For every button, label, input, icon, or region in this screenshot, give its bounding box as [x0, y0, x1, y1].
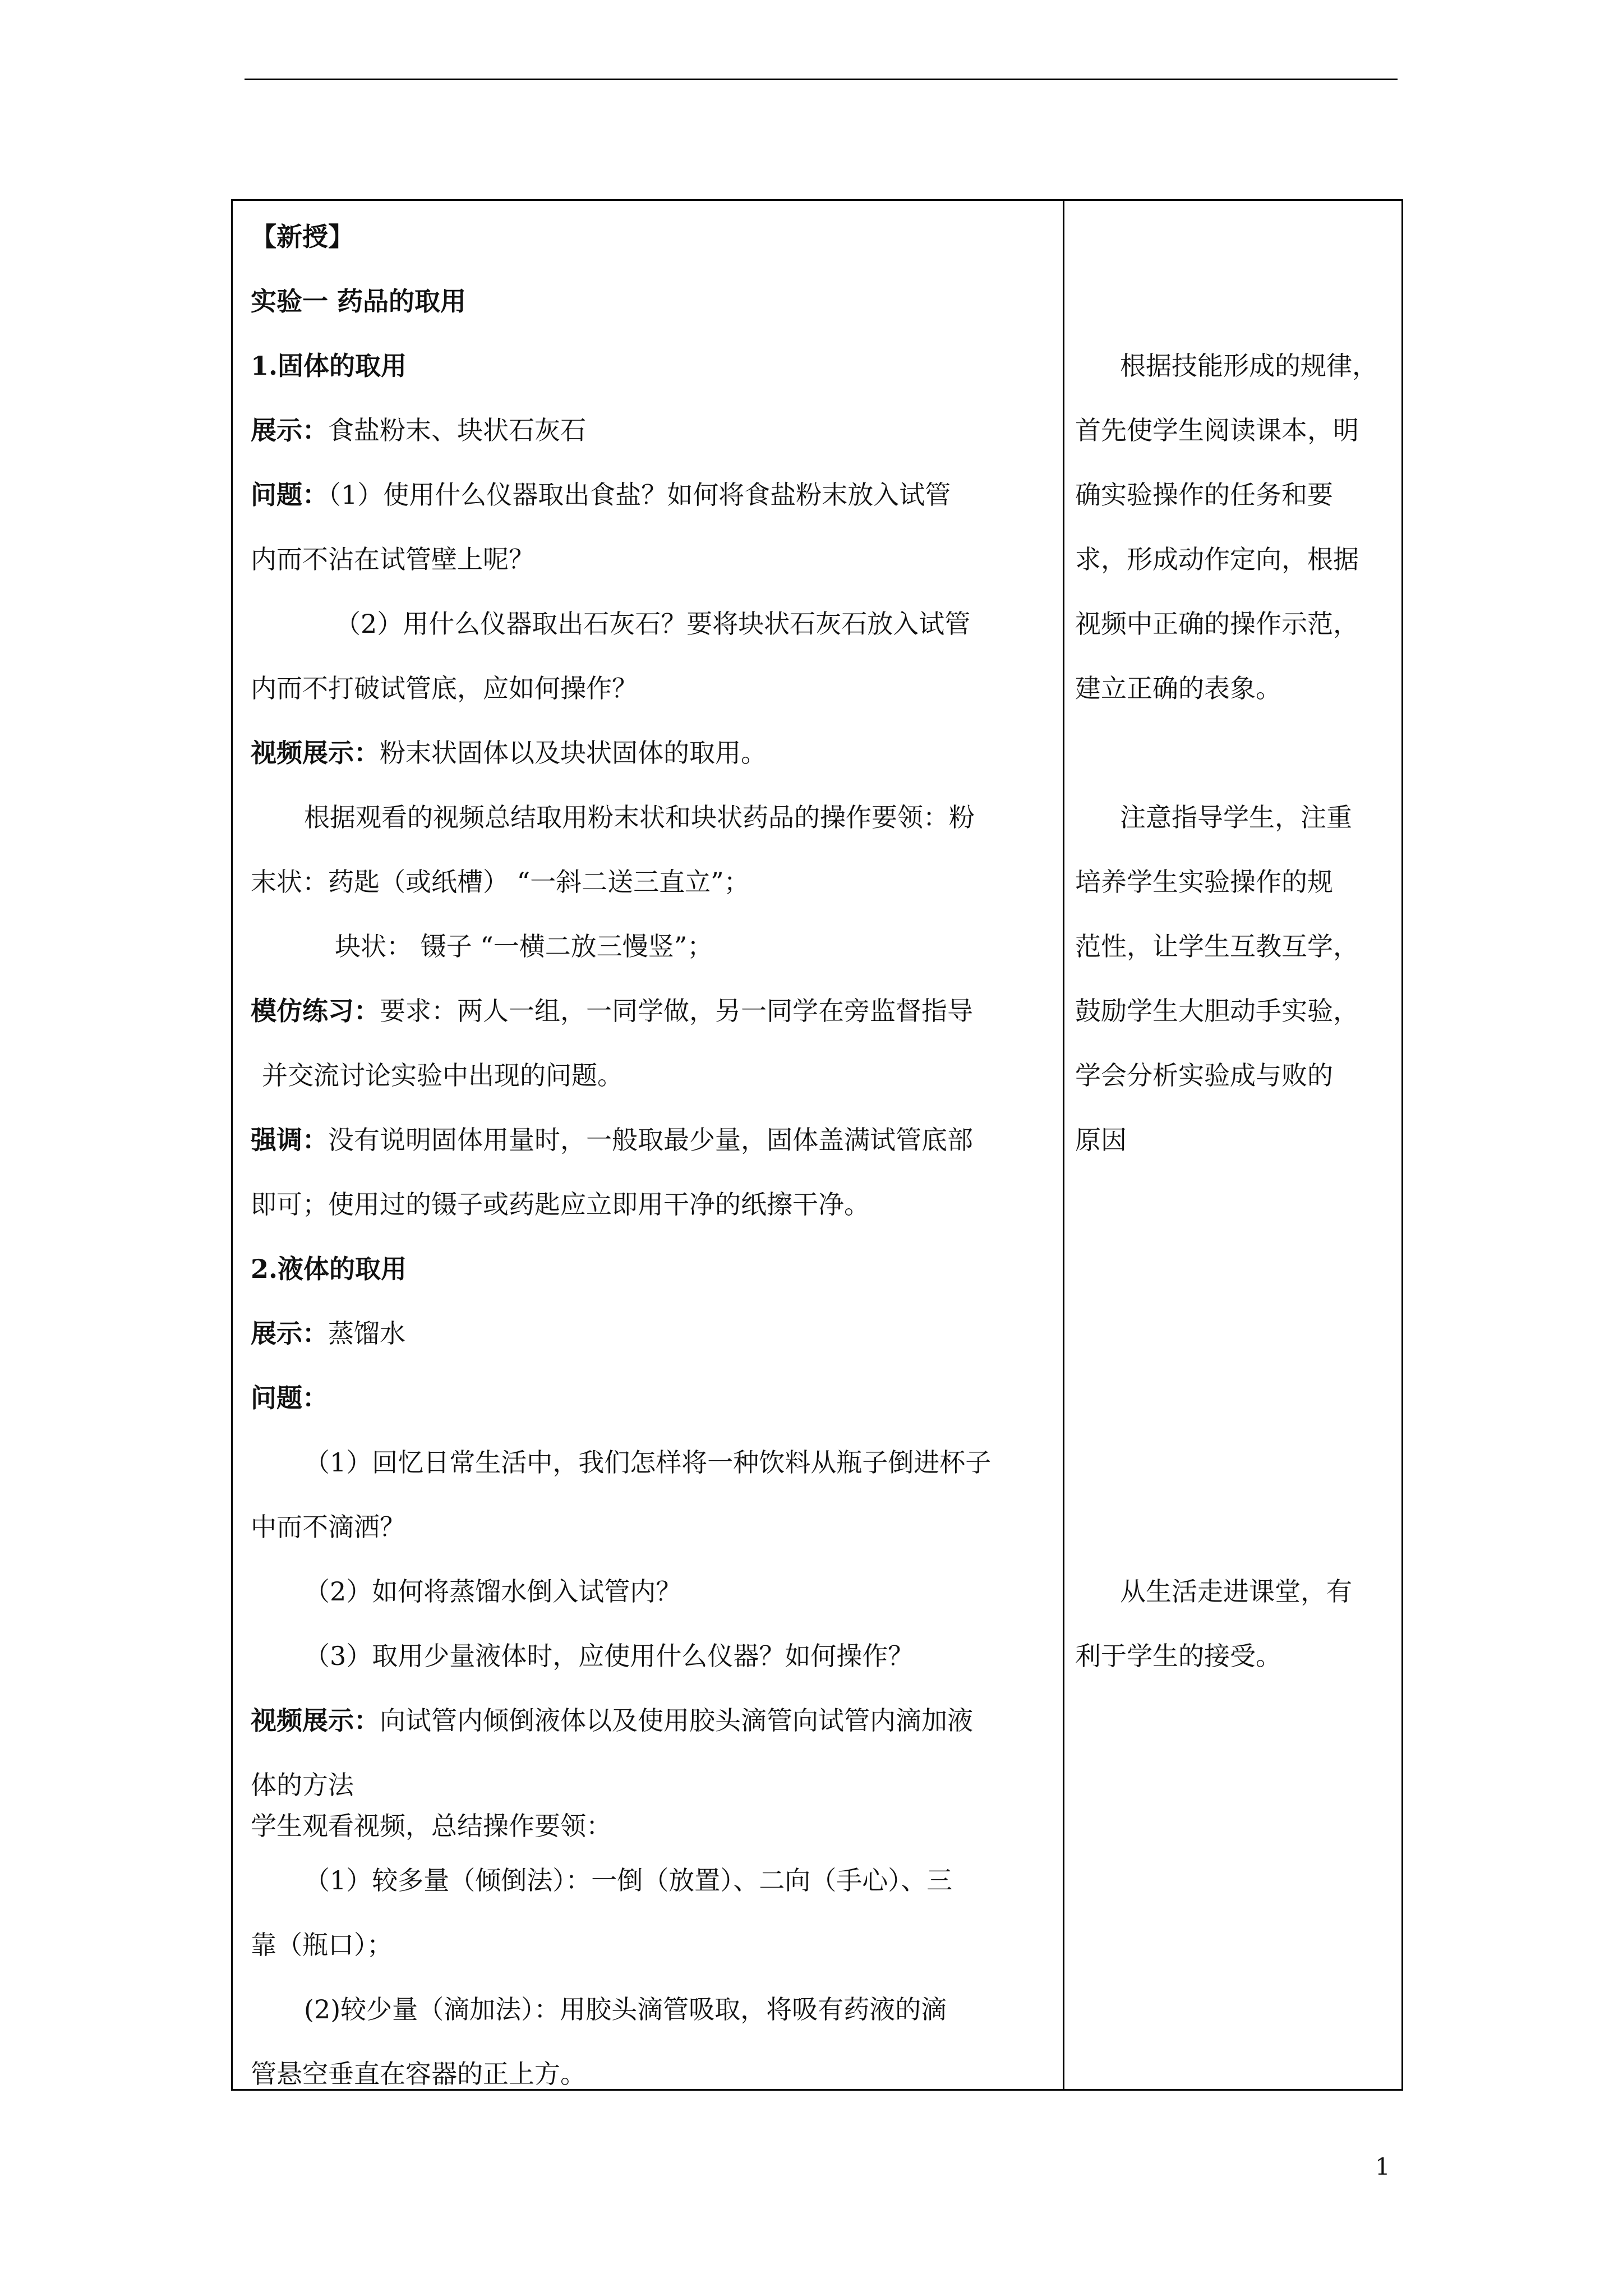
video-label: 视频展示： [251, 738, 380, 768]
header-rule [245, 79, 1398, 80]
page-number: 1 [1375, 2153, 1390, 2180]
note-life-2: 利于学生的接受。 [1075, 1641, 1281, 1671]
liquid-question-2: （2）如何将蒸馏水倒入试管内？ [304, 1576, 682, 1607]
pour-method: （1）较多量（倾倒法）：一倒（放置）、二向（手心）、三 [304, 1865, 953, 1895]
liquid-section-title: 2.液体的取用 [251, 1254, 407, 1284]
solid-summary-powder: 末状：药匙（或纸槽） “一斜二送三直立”； [251, 867, 750, 897]
liquid-question-3: （3）取用少量液体时，应使用什么仪器？如何操作？ [304, 1641, 914, 1671]
liquid-video-cont: 体的方法 [251, 1770, 354, 1800]
liquid-show-line [251, 1317, 405, 1350]
note-guide-3: 范性，让学生互教互学， [1075, 931, 1359, 961]
note-guide-5: 学会分析实验成与败的 [1075, 1060, 1333, 1091]
practice-cont: 并交流讨论实验中出现的问题。 [262, 1060, 623, 1091]
note-guide-1: 注意指导学生，注重 [1120, 802, 1352, 832]
note-skill-3: 确实验操作的任务和要 [1075, 480, 1333, 510]
show-label: 展示： [251, 415, 328, 445]
note-skill-5: 视频中正确的操作示范， [1075, 609, 1359, 639]
liquid-question-1: （1）回忆日常生活中，我们怎样将一种饮料从瓶子倒进杯子 [304, 1447, 992, 1478]
video-text: 向试管内倾倒液体以及使用胶头滴管向试管内滴加液 [380, 1705, 973, 1736]
pour-method-cont: 靠（瓶口）； [251, 1930, 393, 1960]
question-text: （1）使用什么仪器取出食盐？如何将食盐粉末放入试管 [328, 480, 951, 510]
solid-summary: 根据观看的视频总结取用粉末状和块状药品的操作要领：粉 [304, 802, 975, 832]
note-guide-4: 鼓励学生大胆动手实验， [1075, 996, 1359, 1026]
practice-text: 要求：两人一组，一同学做，另一同学在旁监督指导 [380, 996, 973, 1026]
emphasis-label: 强调： [251, 1125, 328, 1155]
emphasis-line [251, 1124, 973, 1156]
solid-video-line [251, 737, 767, 769]
question-label: 问题： [251, 480, 328, 510]
drop-method-cont: 管悬空垂直在容器的正上方。 [251, 2059, 586, 2089]
note-skill-2: 首先使学生阅读课本，明 [1075, 415, 1359, 445]
note-guide-6: 原因 [1075, 1125, 1127, 1155]
video-label: 视频展示： [251, 1705, 380, 1736]
solid-question-2-cont: 内而不打破试管底，应如何操作？ [251, 673, 638, 703]
liquid-question-label: 问题： [251, 1383, 328, 1413]
show-text: 蒸馏水 [328, 1318, 405, 1349]
emphasis-text: 没有说明固体用量时，一般取最少量，固体盖满试管底部 [328, 1125, 973, 1155]
solid-section-title: 1.固体的取用 [251, 351, 407, 381]
video-text: 粉末状固体以及块状固体的取用。 [380, 738, 767, 768]
solid-question-cont: 内而不沾在试管壁上呢？ [251, 544, 534, 574]
note-skill-1: 根据技能形成的规律， [1120, 351, 1378, 381]
solid-show-line [251, 414, 586, 447]
new-lesson-heading: 【新授】 [251, 222, 354, 252]
note-life-1: 从生活走进课堂，有 [1120, 1576, 1352, 1607]
show-label: 展示： [251, 1318, 328, 1349]
liquid-question-1-cont: 中而不滴洒？ [251, 1512, 405, 1542]
lesson-table [231, 199, 1403, 2091]
note-skill-6: 建立正确的表象。 [1075, 673, 1281, 703]
solid-question-line [251, 478, 951, 511]
show-text: 食盐粉末、块状石灰石 [328, 415, 586, 445]
note-guide-2: 培养学生实验操作的规 [1075, 867, 1333, 897]
drop-method: (2)较少量（滴加法）：用胶头滴管吸取，将吸有药液的滴 [304, 1994, 947, 2024]
liquid-video-line [251, 1704, 973, 1737]
experiment-title: 实验一 药品的取用 [251, 286, 467, 316]
practice-label: 模仿练习： [251, 996, 380, 1026]
column-divider [1063, 201, 1064, 2089]
practice-line [251, 995, 973, 1027]
solid-summary-block: 块状： 镊子 “一横二放三慢竖”； [335, 931, 713, 961]
solid-question-2: （2）用什么仪器取出石灰石？要将块状石灰石放入试管 [335, 609, 971, 639]
watch-summary-line: 学生观看视频，总结操作要领： [251, 1811, 612, 1841]
emphasis-cont: 即可；使用过的镊子或药匙应立即用干净的纸擦干净。 [251, 1189, 870, 1220]
note-skill-4: 求，形成动作定向，根据 [1075, 544, 1359, 574]
